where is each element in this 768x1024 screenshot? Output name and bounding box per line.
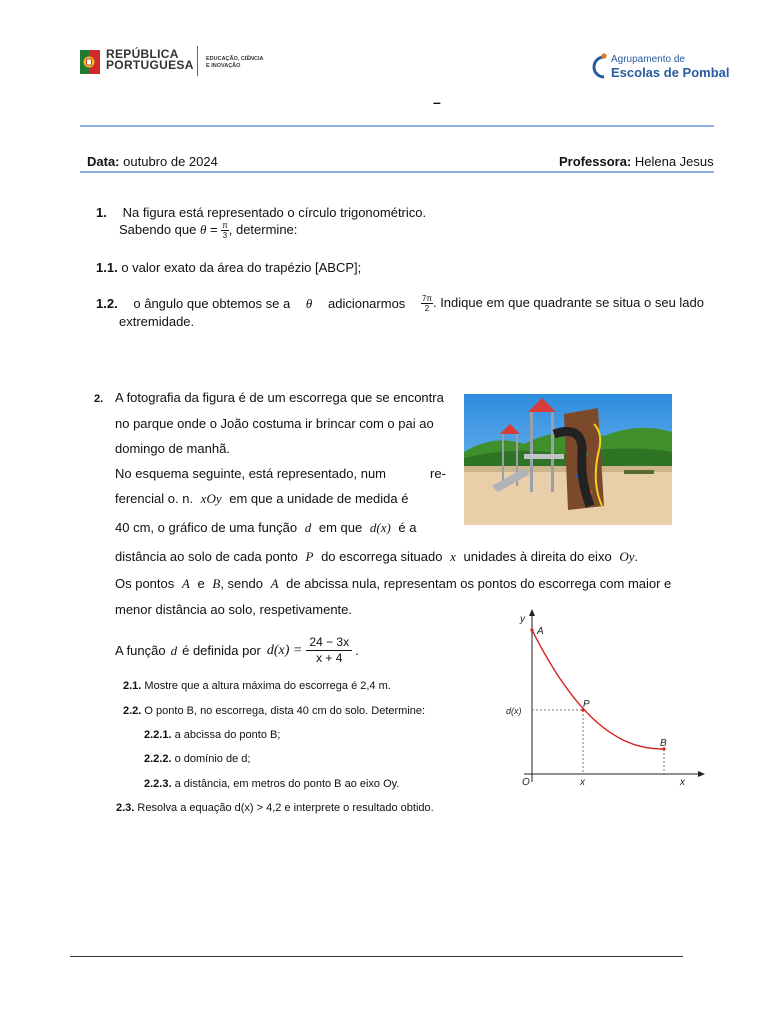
q2-l7a: distância ao solo de cada ponto — [115, 549, 298, 564]
q1-eq: = — [210, 221, 218, 237]
q2-l5b: xOy — [200, 491, 222, 506]
q2-line7 — [115, 549, 638, 565]
q2-l6c: em que — [318, 520, 363, 535]
professora-value: Helena Jesus — [634, 154, 714, 169]
q1-theta: θ — [199, 221, 207, 237]
q1-statement: Na figura está representado o círculo trigonométrico. — [122, 205, 427, 220]
data-value: outubro de 2024 — [123, 154, 218, 169]
q2-l6a: 40 cm, o gráfico de uma função — [115, 520, 298, 535]
q22-text: O ponto B, no escorrega, dista 40 cm do solo. Determine: — [144, 705, 426, 717]
q2-l6d: d(x) — [369, 520, 391, 535]
q21-number: 2.1. — [123, 680, 142, 692]
q12-post: . Indique em que quadrante se situa o seu lado — [432, 294, 704, 310]
q1-fraction-num: π — [222, 221, 228, 230]
republica-line1: REPÚBLICA — [106, 47, 179, 61]
playground-slide-photo — [464, 394, 672, 525]
point-p-label: P — [583, 699, 590, 710]
q12-theta: θ — [305, 295, 313, 311]
func-den: x + 4 — [316, 651, 343, 665]
q2-line5 — [115, 491, 408, 507]
professora-field — [559, 154, 714, 169]
q2-l5c: em que a unidade de medida é — [229, 491, 409, 506]
q1-fraction — [221, 221, 229, 240]
header-rule-bottom — [80, 171, 714, 173]
func-mid: é definida por — [182, 643, 261, 658]
q1-number: 1. — [96, 205, 107, 220]
q21 — [123, 680, 391, 692]
q1-line1 — [96, 205, 426, 220]
y-axis-arrow — [529, 609, 535, 616]
q1-line2-pre: Sabendo que — [119, 221, 197, 237]
q2-l8c: e — [197, 576, 205, 591]
flag-shield-icon — [80, 46, 100, 78]
agrupamento-logo — [592, 52, 730, 84]
x-axis-arrow — [698, 771, 705, 777]
q1-line2 — [119, 221, 297, 240]
y-axis-label: y — [520, 614, 525, 625]
q22-number: 2.2. — [123, 705, 142, 717]
q2-line8 — [115, 576, 671, 592]
q2-line3: domingo de manhã. — [115, 441, 230, 456]
func-fraction — [306, 635, 352, 666]
q2-l8a: Os pontos — [115, 576, 175, 591]
q2-l7d: x — [450, 549, 456, 564]
dx-label: d(x) — [506, 706, 522, 716]
header-rule-top — [80, 125, 714, 127]
q12-line1 — [96, 294, 704, 313]
q221 — [144, 729, 280, 741]
point-a-label: A — [537, 626, 544, 637]
func-num: 24 − 3x — [306, 635, 352, 651]
q2-l7c: do escorrega situado — [321, 549, 443, 564]
q2-line1: A fotografia da figura é de um escorrega que se encontra — [115, 390, 444, 405]
q1-fraction-den: 3 — [222, 231, 228, 240]
playground-illustration — [464, 394, 672, 525]
q221-number: 2.2.1. — [144, 729, 172, 741]
q23-text: Resolva a equação d(x) > 4,2 e interprete o resultado obtido. — [137, 802, 434, 814]
origin-label: O — [522, 777, 530, 788]
q221-text: a abcissa do ponto B; — [174, 729, 281, 741]
q12-number: 1.2. — [96, 296, 118, 311]
q222-text: o domínio de d; — [174, 753, 251, 765]
func-d: d — [170, 642, 178, 658]
educacao-line2: E INOVAÇÃO — [206, 62, 241, 69]
agrupamento-line2: Escolas de Pombal — [611, 65, 730, 80]
q2-l7g: . — [634, 549, 639, 564]
func-pre: A função — [115, 643, 166, 658]
q2-line4a: No esquema seguinte, está representado, num — [115, 466, 387, 481]
q222 — [144, 753, 250, 765]
republica-portuguesa-logo — [80, 46, 192, 80]
q23-number: 2.3. — [116, 802, 135, 814]
q23 — [116, 802, 434, 814]
q223-text: a distância, em metros do ponto B ao eixo Oy. — [174, 778, 400, 790]
q2-line9: menor distância ao solo, respetivamente. — [115, 602, 353, 617]
point-a-dot — [530, 628, 533, 631]
q1-line2-post: , determine: — [228, 221, 298, 237]
title-dash: – — [433, 94, 441, 110]
footer-rule — [70, 956, 683, 957]
q2-l6b: d — [304, 520, 312, 535]
q2-l7b: P — [305, 549, 314, 564]
q11-number: 1.1. — [96, 260, 118, 275]
func-end: . — [355, 643, 359, 658]
agrupamento-emblem-icon — [592, 52, 608, 82]
logo-divider — [197, 46, 198, 76]
q2-function-def — [115, 635, 359, 666]
q2-l8g: de abcissa nula, representam os pontos do escorrega com maior e — [286, 576, 672, 591]
q2-line4b: re- — [430, 466, 446, 481]
data-label: Data: — [87, 154, 120, 169]
q22 — [123, 705, 425, 717]
q222-number: 2.2.2. — [144, 753, 172, 765]
function-graph-svg — [498, 604, 708, 796]
educacao-label — [206, 56, 263, 69]
func-lhs: d(x) = — [266, 642, 303, 658]
republica-line2: PORTUGUESA — [106, 58, 194, 72]
q12-pre: o ângulo que obtemos se a — [133, 296, 291, 311]
agrupamento-line1: Agrupamento de — [611, 54, 685, 65]
function-curve — [532, 630, 664, 749]
q2-l8d: B — [212, 576, 221, 591]
q2-l8e: , sendo — [220, 576, 263, 591]
x-axis-label: x — [680, 777, 685, 788]
q223-number: 2.2.3. — [144, 778, 172, 790]
educacao-line1: EDUCAÇÃO, CIÊNCIA — [206, 56, 264, 62]
professora-label: Professora: — [559, 154, 632, 169]
data-field — [87, 154, 218, 169]
q2-l6e: é a — [398, 520, 417, 535]
function-graph — [498, 604, 708, 796]
q2-l8b: A — [181, 576, 190, 591]
q12-fraction-den: 2 — [424, 304, 430, 313]
q2-number: 2. — [94, 393, 104, 405]
q12-mid: adicionarmos — [327, 296, 406, 311]
q223 — [144, 778, 399, 790]
q2-l8f: A — [270, 576, 279, 591]
q11 — [96, 260, 361, 275]
q2-line2: no parque onde o João costuma ir brincar com o pai ao — [115, 416, 434, 431]
q2-l7e: unidades à direita do eixo — [463, 549, 612, 564]
point-b-label: B — [660, 738, 667, 749]
q2-l7f: Oy — [619, 549, 635, 564]
q11-text: o valor exato da área do trapézio [ABCP]; — [121, 260, 362, 275]
q2-l5a: ferencial o. n. — [115, 491, 194, 506]
q21-text: Mostre que a altura máxima do escorrega é 2,4 m. — [144, 680, 391, 692]
x-tick-label: x — [580, 777, 585, 788]
q12-fraction-num: 7π — [422, 294, 432, 303]
q12-fraction — [421, 294, 433, 313]
q2-line6 — [115, 520, 417, 536]
q12-line2: extremidade. — [119, 314, 195, 329]
